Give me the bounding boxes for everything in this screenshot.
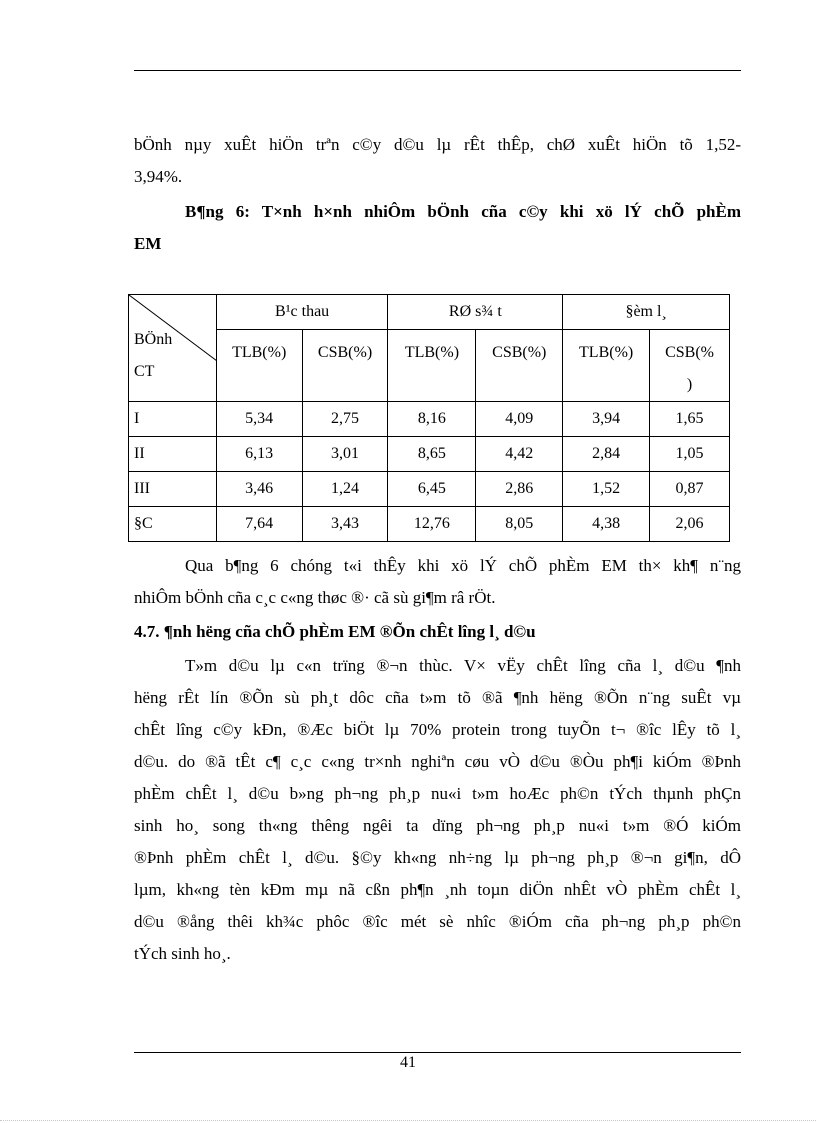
- table-cell: 6,13: [216, 437, 302, 472]
- table-cell: 4,09: [476, 402, 563, 437]
- after-table-line-1: Qua b¶ng 6 chóng t«i thÊy khi xö lÝ chÕ phÈm EM th× kh¶ n¨ng: [185, 556, 741, 575]
- table-cell: 0,87: [650, 472, 730, 507]
- table-row: [129, 507, 730, 542]
- intro-line-2: 3,94%.: [134, 167, 183, 186]
- table-cell: 1,65: [650, 402, 730, 437]
- body-line: ®Þnh phÈm chÊt l¸ d©u. §©y kh«ng nh÷ng lµ ph¬ng ph¸p ®¬n gi¶n, dÔ: [134, 848, 741, 867]
- section-heading: [134, 616, 741, 648]
- table-cell: 12,76: [388, 507, 476, 542]
- table-header-row: [129, 295, 730, 330]
- table-cell: 1,24: [302, 472, 388, 507]
- table-cell: 5,34: [216, 402, 302, 437]
- subheader-3: TLB(%): [388, 330, 476, 402]
- body-line: lµm, kh«ng tèn kÐm mµ nã cßn ph¶n ¸nh toµn diÖn nhÊt vÒ phÈm chÊt l¸: [134, 880, 741, 899]
- table-cell: 2,06: [650, 507, 730, 542]
- table-subheader-row: [129, 330, 730, 402]
- body-line: hëng rÊt lín ®Õn sù ph¸t dôc cña t»m tõ ®ã ¶nh hëng ®Õn n¨ng suÊt vµ: [134, 688, 741, 707]
- subheader-5: TLB(%): [563, 330, 650, 402]
- page-edge: [0, 1120, 816, 1121]
- group-header-2: RØ s¾ t: [388, 295, 563, 330]
- subheader-6-part-b: ): [686, 376, 693, 393]
- group-header-3: §èm l¸: [563, 295, 730, 330]
- table-cell: 2,86: [476, 472, 563, 507]
- subheader-6: [650, 330, 730, 402]
- intro-paragraph: [134, 129, 741, 193]
- row-label: §C: [129, 507, 217, 542]
- table-cell: 6,45: [388, 472, 476, 507]
- table-cell: 3,43: [302, 507, 388, 542]
- table-cell: 4,42: [476, 437, 563, 472]
- subheader-6-part-a: CSB(%: [665, 344, 714, 361]
- table-caption: [134, 196, 741, 260]
- row-label: I: [129, 402, 217, 437]
- table-cell: 2,75: [302, 402, 388, 437]
- subheader-2: CSB(%): [302, 330, 388, 402]
- table-cell: 8,05: [476, 507, 563, 542]
- body-line: d©u ®ång thêi kh¾c phôc ®îc mét sè nhîc ®iÓm cña ph¬ng ph¸p ph©n: [134, 912, 741, 931]
- subheader-1: TLB(%): [216, 330, 302, 402]
- table-cell: 8,65: [388, 437, 476, 472]
- disease-table: [128, 294, 730, 542]
- group-header-1: B¹c thau: [216, 295, 388, 330]
- table-row: [129, 437, 730, 472]
- table-cell: 3,01: [302, 437, 388, 472]
- subheader-4: CSB(%): [476, 330, 563, 402]
- table-cell: 1,52: [563, 472, 650, 507]
- table-cell: 7,64: [216, 507, 302, 542]
- body-line: tÝch sinh ho¸.: [134, 944, 231, 963]
- page-number: 41: [400, 1054, 416, 1071]
- header-rule: [134, 70, 741, 71]
- row-label: II: [129, 437, 217, 472]
- table-caption-line-1: B¶ng 6: T×nh h×nh nhiÔm bÖnh cña c©y khi xö lÝ chÕ phÈm: [185, 202, 741, 221]
- after-table-line-2: nhiÔm bÖnh cña c¸c c«ng thøc ®· cã sù gi¶m râ rÖt.: [134, 588, 496, 607]
- body-line: d©u. do ®ã tÊt c¶ c¸c c«ng tr×nh nghiªn cøu vÒ d©u ®Òu ph¶i kiÓm ®Þnh: [134, 752, 741, 771]
- table-caption-line-2: EM: [134, 234, 162, 253]
- table-cell: 3,94: [563, 402, 650, 437]
- table-cell: 2,84: [563, 437, 650, 472]
- table-cell: 8,16: [388, 402, 476, 437]
- after-table-paragraph: [134, 550, 741, 614]
- corner-cell: [129, 295, 217, 402]
- corner-label-ct: CT: [134, 363, 155, 380]
- intro-line-1: bÖnh nµy xuÊt hiÖn trªn c©y d©u lµ rÊt thÊp, chØ xuÊt hiÖn tõ 1,52-: [134, 135, 741, 154]
- table-cell: 1,05: [650, 437, 730, 472]
- row-label: III: [129, 472, 217, 507]
- body-line: T»m d©u lµ c«n trïng ®¬n thùc. V× vËy chÊt lîng cña l¸ d©u ¶nh: [185, 656, 741, 675]
- table-cell: 3,46: [216, 472, 302, 507]
- corner-label-disease: BÖnh: [134, 331, 173, 348]
- table-cell: 4,38: [563, 507, 650, 542]
- body-line: phÈm chÊt l¸ d©u b»ng ph¬ng ph¸p nu«i t»m hoÆc ph©n tÝch thµnh phÇn: [134, 784, 741, 803]
- table-row: [129, 402, 730, 437]
- body-paragraph: [134, 650, 741, 970]
- section-heading-text: 4.7. ¶nh hëng cña chÕ phÈm EM ®Õn chÊt lîng l¸ d©u: [134, 622, 536, 641]
- footer-rule: [134, 1052, 741, 1053]
- body-line: sinh ho¸ song th«ng thêng ngêi ta dïng ph¬ng ph¸p nu«i t»m ®Ó kiÓm: [134, 816, 741, 835]
- body-line: chÊt lîng c©y kÐn, ®Æc biÖt lµ 70% protein trong tuyÕn t¬ ®îc lÊy tõ l¸: [134, 720, 741, 739]
- table-row: [129, 472, 730, 507]
